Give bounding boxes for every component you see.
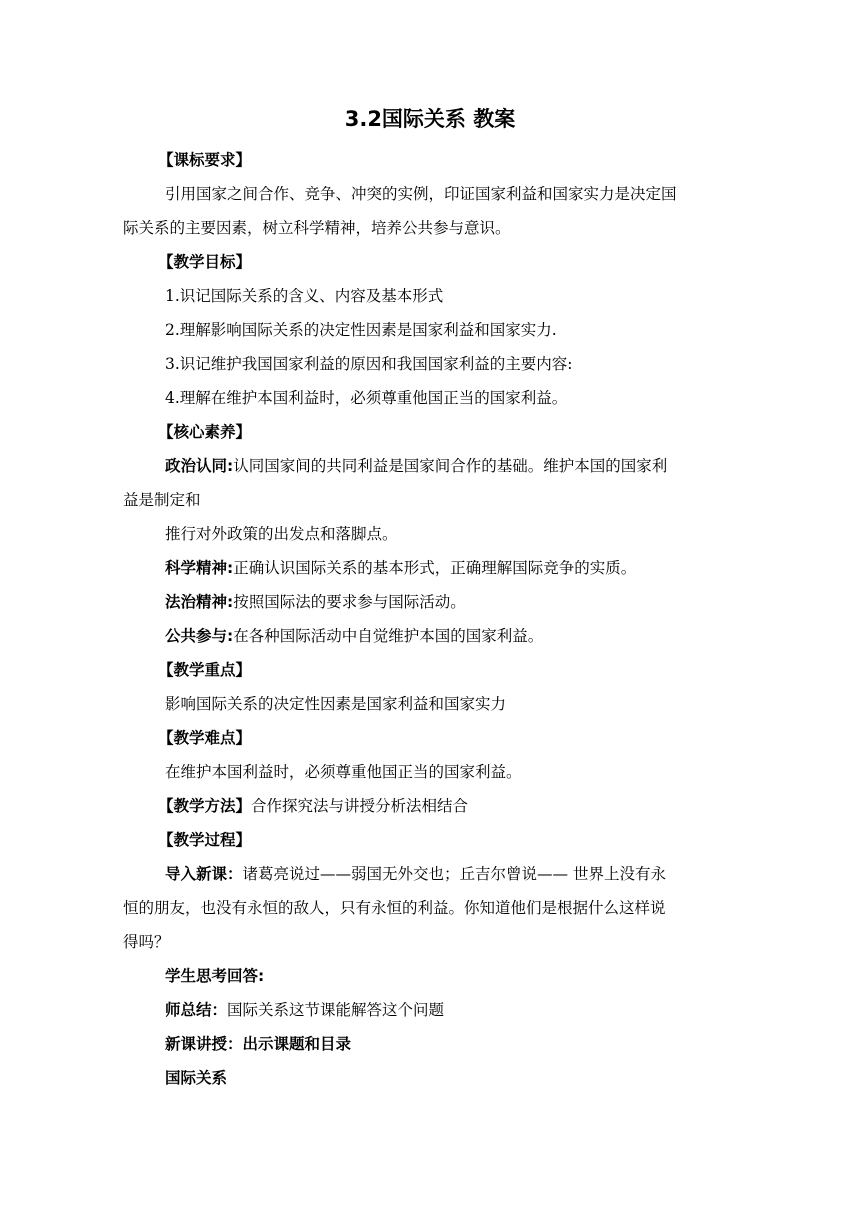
process-intro-continued-2: 得吗？ bbox=[123, 933, 170, 951]
process-teacher-label: 师总结： bbox=[165, 1001, 228, 1019]
page-title: 3.2国际关系 教案 bbox=[344, 107, 516, 131]
standard-text-line-1: 引用国家之间合作、竞争、冲突的实例，印证国家利益和国家实力是决定国 bbox=[165, 185, 677, 203]
core-politics-text: 认同国家间的共同利益是国家间合作的基础。维护本国的国家利 bbox=[233, 457, 668, 475]
method-heading: 【教学方法】 bbox=[158, 797, 252, 815]
core-politics-continued: 益是制定和 bbox=[123, 491, 201, 509]
standard-text-line-2: 际关系的主要因素，树立科学精神，培养公共参与意识。 bbox=[123, 219, 511, 237]
core-public-text: 在各种国际活动中自觉维护本国的国家利益。 bbox=[233, 627, 544, 645]
key-heading: 【教学重点】 bbox=[158, 661, 252, 679]
goal-item-4: 4.理解在维护本国利益时，必须尊重他国正当的国家利益。 bbox=[165, 389, 568, 407]
process-student: 学生思考回答: bbox=[165, 967, 265, 985]
core-politics bbox=[165, 454, 745, 478]
method-text: 合作探究法与讲授分析法相结合 bbox=[251, 797, 469, 815]
difficult-text: 在维护本国利益时，必须尊重他国正当的国家利益。 bbox=[165, 763, 522, 781]
process-intro-text: 诸葛亮说过——弱国无外交也；丘吉尔曾说—— 世界上没有永 bbox=[242, 865, 666, 883]
method-line bbox=[158, 794, 860, 818]
core-politics-label: 政治认同: bbox=[165, 457, 234, 475]
core-science-text: 正确认识国际关系的基本形式，正确理解国际竞争的实质。 bbox=[233, 559, 637, 577]
process-intro-continued: 恒的朋友，也没有永恒的敌人，只有永恒的利益。你知道他们是根据什么这样说 bbox=[123, 899, 666, 917]
goal-item-2: 2.理解影响国际关系的决定性因素是国家利益和国家实力. bbox=[165, 321, 557, 339]
core-heading: 【核心素养】 bbox=[158, 423, 252, 441]
core-public-label: 公共参与: bbox=[165, 627, 234, 645]
process-lecture: 新课讲授：出示课题和目录 bbox=[165, 1035, 352, 1053]
core-law-label: 法治精神: bbox=[165, 593, 234, 611]
goal-item-3: 3.识记维护我国国家利益的原因和我国国家利益的主要内容: bbox=[165, 355, 573, 373]
process-intro bbox=[165, 862, 745, 886]
process-heading: 【教学过程】 bbox=[158, 831, 252, 849]
goals-heading: 【教学目标】 bbox=[158, 253, 252, 271]
process-topic: 国际关系 bbox=[165, 1069, 228, 1087]
core-law bbox=[165, 590, 745, 614]
core-science bbox=[165, 556, 745, 580]
core-public bbox=[165, 624, 745, 648]
standard-heading: 【课标要求】 bbox=[158, 151, 252, 169]
process-teacher bbox=[165, 998, 745, 1022]
core-law-text: 按照国际法的要求参与国际活动。 bbox=[233, 593, 466, 611]
difficult-heading: 【教学难点】 bbox=[158, 729, 252, 747]
goal-item-1: 1.识记国际关系的含义、内容及基本形式 bbox=[165, 287, 444, 305]
core-science-label: 科学精神: bbox=[165, 559, 234, 577]
key-text: 影响国际关系的决定性因素是国家利益和国家实力 bbox=[165, 695, 507, 713]
core-politics-continued-2: 推行对外政策的出发点和落脚点。 bbox=[165, 525, 398, 543]
process-teacher-text: 国际关系这节课能解答这个问题 bbox=[227, 1001, 445, 1019]
process-intro-label: 导入新课： bbox=[165, 865, 243, 883]
